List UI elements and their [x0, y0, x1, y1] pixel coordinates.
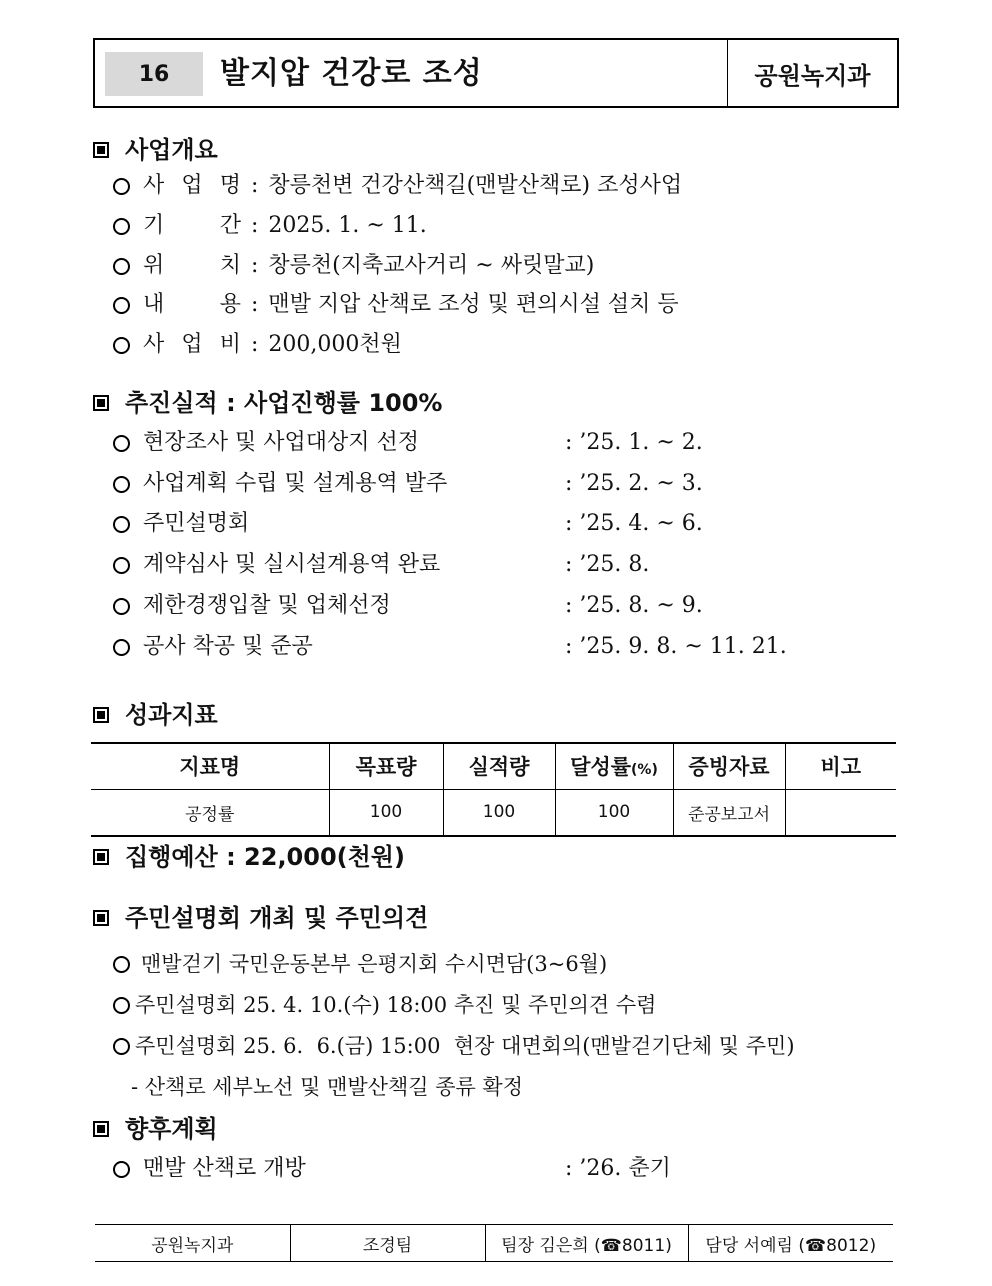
future-task: 맨발 산책로 개방 [143, 1156, 306, 1181]
section-progress [93, 388, 442, 418]
meeting-text: 주민설명회 25. 4. 10.(수) 18:00 추진 및 주민의견 수렴 [135, 993, 657, 1017]
section-title: 사업개요 [125, 136, 218, 164]
contact-footer [95, 1224, 893, 1262]
meeting-sub-item: - 산책로 세부노선 및 맨발산책길 종류 확정 [131, 1075, 524, 1099]
table-cell: 100 [329, 789, 443, 836]
column-header-text: 달성률 [570, 755, 632, 780]
indicators-table [91, 742, 896, 837]
colon: : [251, 173, 259, 198]
progress-date: : ’25. 4. ~ 6. [565, 511, 703, 536]
item-value: 2025. 1. ~ 11. [268, 213, 427, 238]
item-label: 내 용 [143, 292, 241, 317]
square-bullet-icon [93, 707, 109, 723]
page-title: 발지압 건강로 조성 [220, 56, 483, 91]
square-bullet-icon [93, 849, 109, 865]
column-header: 비고 [785, 743, 896, 789]
overview-item [113, 290, 679, 320]
department-label: 공원녹지과 [754, 61, 871, 90]
table-header-row [91, 743, 896, 789]
progress-date: : ’25. 2. ~ 3. [565, 471, 703, 496]
progress-task: 사업계획 수립 및 설계용역 발주 [143, 471, 448, 496]
meeting-item [113, 949, 607, 979]
section-title: 성과지표 [125, 701, 218, 729]
progress-date: : ’25. 1. ~ 2. [565, 430, 703, 455]
column-header: 실적량 [443, 743, 555, 789]
circle-bullet-icon [113, 997, 130, 1014]
section-title: 집행예산 : 22,000(천원) [125, 843, 405, 871]
phone-icon: ☎ [804, 1235, 827, 1256]
progress-task: 제한경쟁입찰 및 업체선정 [143, 593, 391, 618]
page-header [93, 38, 899, 108]
section-future [93, 1114, 218, 1144]
item-number: 16 [105, 52, 203, 96]
overview-item [113, 211, 427, 241]
section-meetings [93, 903, 428, 933]
colon: : [251, 213, 259, 238]
progress-task: 주민설명회 [143, 511, 250, 536]
future-item [113, 1154, 306, 1184]
footer-leader: 팀장 김은희 (☎8011) [485, 1225, 688, 1262]
colon: : [251, 292, 259, 317]
meeting-text: 주민설명회 25. 6. 6.(금) 15:00 현장 대면회의(맨발걷기단체 및 주민) [135, 1034, 795, 1058]
circle-bullet-icon [113, 258, 130, 275]
circle-bullet-icon [113, 639, 130, 656]
item-value: 창릉천(지축교사거리 ~ 싸릿말교) [268, 253, 595, 278]
table-row [91, 789, 896, 836]
staff-ext: 8012 [826, 1235, 870, 1256]
item-value: 맨발 지압 산책로 조성 및 편의시설 설치 등 [268, 292, 679, 317]
meeting-item [113, 990, 656, 1020]
table-cell: 준공보고서 [673, 789, 785, 836]
section-budget [93, 842, 405, 872]
colon: : [251, 332, 259, 357]
circle-bullet-icon [113, 435, 130, 452]
circle-bullet-icon [113, 1161, 130, 1178]
item-label: 위 치 [143, 253, 241, 278]
progress-item [113, 550, 440, 580]
meeting-item [113, 1031, 795, 1061]
section-title: 추진실적 : 사업진행률 100% [125, 389, 443, 417]
progress-date: : ’25. 8. [565, 552, 650, 577]
future-date: : ’26. 춘기 [565, 1156, 671, 1181]
progress-item [113, 509, 249, 539]
section-overview [93, 135, 218, 165]
section-indicators [93, 700, 218, 730]
table-cell: 100 [443, 789, 555, 836]
circle-bullet-icon [113, 516, 130, 533]
column-header: 증빙자료 [673, 743, 785, 789]
progress-date: : ’25. 9. 8. ~ 11. 21. [565, 634, 787, 659]
progress-task: 계약심사 및 실시설계용역 완료 [143, 552, 441, 577]
overview-item [113, 171, 682, 201]
meeting-text: 맨발걷기 국민운동본부 은평지회 수시면담(3~6월) [141, 952, 608, 976]
square-bullet-icon [93, 1121, 109, 1137]
circle-bullet-icon [113, 1038, 130, 1055]
square-bullet-icon [93, 142, 109, 158]
column-header: 지표명 [179, 755, 241, 780]
footer-team: 조경팀 [290, 1225, 485, 1262]
section-title: 주민설명회 개최 및 주민의견 [125, 904, 429, 932]
overview-item [113, 330, 402, 360]
column-header [555, 743, 673, 789]
item-label: 사 업 비 [143, 332, 241, 357]
progress-item [113, 632, 313, 662]
circle-bullet-icon [113, 598, 130, 615]
progress-item [113, 591, 391, 621]
square-bullet-icon [93, 910, 109, 926]
circle-bullet-icon [113, 476, 130, 493]
progress-task: 공사 착공 및 준공 [143, 634, 313, 659]
phone-icon: ☎ [600, 1235, 622, 1256]
table-cell: 공정률 [185, 804, 235, 825]
item-value: 창릉천변 건강산책길(맨발산책로) 조성사업 [268, 173, 683, 198]
item-label: 기 간 [143, 213, 241, 238]
leader-ext: 8011 [621, 1235, 666, 1256]
column-header: 목표량 [329, 743, 443, 789]
circle-bullet-icon [113, 557, 130, 574]
colon: : [251, 253, 259, 278]
circle-bullet-icon [113, 218, 130, 235]
progress-task: 현장조사 및 사업대상지 선정 [143, 430, 420, 455]
square-bullet-icon [93, 395, 109, 411]
overview-item [113, 251, 594, 281]
circle-bullet-icon [113, 956, 130, 973]
item-label: 사 업 명 [143, 173, 241, 198]
section-title: 향후계획 [125, 1115, 218, 1143]
circle-bullet-icon [113, 178, 130, 195]
leader-name: 팀장 김은희 [501, 1235, 589, 1256]
staff-name: 담당 서예림 [705, 1235, 793, 1256]
circle-bullet-icon [113, 297, 130, 314]
column-header-unit: (%) [631, 762, 658, 779]
table-cell [785, 789, 896, 836]
footer-row [95, 1225, 893, 1262]
item-value: 200,000천원 [268, 332, 402, 357]
circle-bullet-icon [113, 337, 130, 354]
footer-staff: 담당 서예림 (☎8012) [688, 1225, 893, 1262]
progress-item [113, 428, 419, 458]
progress-item [113, 469, 447, 499]
progress-date: : ’25. 8. ~ 9. [565, 593, 703, 618]
table-cell: 100 [555, 789, 673, 836]
footer-department: 공원녹지과 [95, 1225, 290, 1262]
